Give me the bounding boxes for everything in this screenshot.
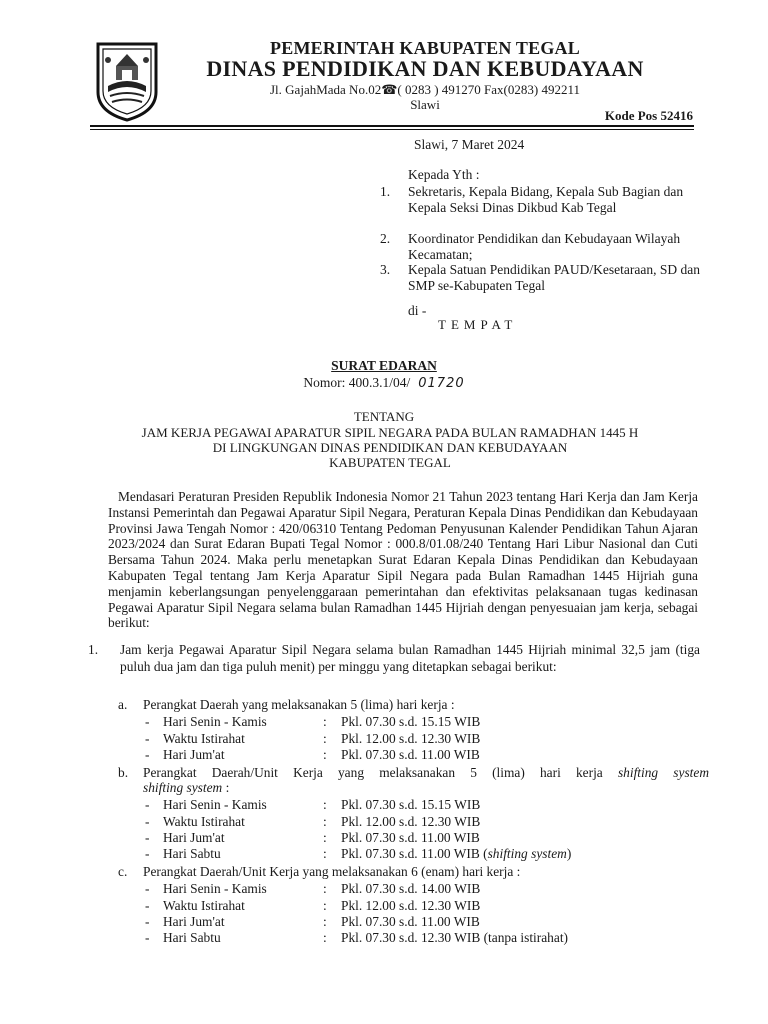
letterhead-line1: PEMERINTAH KABUPATEN TEGAL	[270, 38, 580, 58]
row-dash: -	[145, 881, 150, 896]
row-value: Pkl. 07.30 s.d. 12.30 WIB (tanpa istirahat)	[341, 930, 568, 945]
recipient-salutation: Kepada Yth :	[408, 167, 480, 182]
section-title	[143, 765, 709, 781]
row-dash: -	[145, 846, 150, 861]
document-number-label: Nomor: 400.3.1/04/	[303, 375, 411, 390]
row-dash: -	[145, 731, 150, 746]
row-colon: :	[323, 930, 327, 945]
section-title-colon: :	[222, 780, 230, 795]
recipient-number: 1.	[380, 184, 391, 199]
schedule-row	[145, 881, 705, 898]
recipient-tempat: TEMPAT	[438, 317, 518, 332]
schedule-row	[145, 914, 705, 931]
letterhead-address: Jl. GajahMada No.02☎( 0283 ) 491270 Fax(0283) 492211	[270, 82, 580, 97]
document-number	[0, 375, 768, 391]
letterhead-postal-code: Kode Pos 52416	[604, 108, 693, 123]
row-value: Pkl. 07.30 s.d. 11.00 WIB	[341, 830, 480, 845]
document-title: SURAT EDARAN	[331, 358, 437, 373]
row-colon: :	[323, 846, 327, 861]
schedule-row	[145, 747, 705, 764]
schedule-row	[145, 846, 705, 863]
letterhead-line2: DINAS PENDIDIKAN DAN KEBUDAYAAN	[206, 56, 644, 81]
row-colon: :	[323, 731, 327, 746]
row-dash: -	[145, 898, 150, 913]
kabupaten-tegal-emblem-icon	[94, 40, 160, 122]
subject-line: JAM KERJA PEGAWAI APARATUR SIPIL NEGARA PADA BULAN RAMADHAN 1445 H	[141, 425, 639, 440]
row-value: Pkl. 12.00 s.d. 12.30 WIB	[341, 898, 481, 913]
row-label: Hari Jum'at	[163, 830, 225, 845]
row-colon: :	[323, 814, 327, 829]
section-title-end	[143, 780, 709, 796]
recipient-text: Koordinator Pendidikan dan Kebudayaan Wilayah Kecamatan;	[408, 231, 681, 262]
section-title-italic: shifting system	[617, 765, 709, 780]
section-letter: c.	[118, 864, 128, 879]
section-letter: b.	[118, 765, 129, 780]
row-colon: :	[323, 714, 327, 729]
row-dash: -	[145, 830, 150, 845]
row-label: Hari Jum'at	[163, 914, 225, 929]
schedule-row	[145, 714, 705, 731]
row-value: Pkl. 12.00 s.d. 12.30 WIB	[341, 731, 481, 746]
body-paragraph: Mendasari Peraturan Presiden Republik Indonesia Nomor 21 Tahun 2023 tentang Hari Kerja dan Jam Kerja Instansi Pemerintah dan Pegawai Aparatur Sipil Negara, Peraturan Kepala Dinas Pendidikan dan Kebudayaan Provinsi Jawa Tengah Nomor : 420/06310 Tentang Pedoman Penyusunan Kalender Pendidikan Tahun Ajaran 2023/2024 dan Surat Edaran Bupati Tegal Nomor : 000.8/01.08/240 Tentang Hari Libur Nasional dan Cuti Bersama Tahun 2024. Maka perlu menetapkan Surat Edaran Kepala Dinas Pendidikan dan Kebudayaan Kabupaten Tegal tentang Jam Kerja Aparatur Sipil Negara pada Bulan Ramadhan 1445 Hijriah guna menjamin keberlangsungan penyelenggaraan pemerintahan dan efektivitas pelaksanaan tugas kedinasan Pegawai Aparatur Sipil Negara selama bulan Ramadhan 1445 Hijriah dengan penyesuaian jam kerja, sebagai berikut:	[108, 489, 698, 631]
row-colon: :	[323, 747, 327, 762]
row-value: Pkl. 07.30 s.d. 11.00 WIB	[341, 914, 480, 929]
row-value: Pkl. 07.30 s.d. 11.00 WIB (shifting system)	[341, 846, 572, 861]
recipient-text: Sekretaris, Kepala Bidang, Kepala Sub Bagian dan Kepala Seksi Dinas Dikbud Kab Tegal	[408, 184, 684, 215]
section-title-italic: shifting system	[143, 780, 223, 795]
row-dash: -	[145, 797, 150, 812]
schedule-row	[145, 797, 705, 814]
recipient-di: di -	[408, 303, 427, 318]
row-dash: -	[145, 747, 150, 762]
row-value: Pkl. 07.30 s.d. 11.00 WIB	[341, 747, 480, 762]
section-title-text: Perangkat Daerah/Unit Kerja yang melaksanakan 5 (lima) hari kerja	[143, 765, 603, 780]
letter-date: Slawi, 7 Maret 2024	[414, 137, 525, 152]
subject-line: DI LINGKUNGAN DINAS PENDIDIKAN DAN KEBUDAYAAN	[212, 440, 568, 455]
row-dash: -	[145, 814, 150, 829]
section-title: Perangkat Daerah yang melaksanakan 5 (lima) hari kerja :	[143, 697, 455, 712]
section-letter: a.	[118, 697, 128, 712]
row-label: Hari Senin - Kamis	[163, 797, 267, 812]
schedule-row	[145, 830, 705, 847]
letterhead-city: Slawi	[410, 97, 440, 112]
row-label: Waktu Istirahat	[163, 731, 245, 746]
recipient-number: 2.	[380, 231, 391, 246]
recipient-number: 3.	[380, 262, 391, 277]
row-value: Pkl. 07.30 s.d. 15.15 WIB	[341, 797, 481, 812]
schedule-row	[145, 731, 705, 748]
item-number: 1.	[88, 642, 99, 657]
row-label: Hari Senin - Kamis	[163, 881, 267, 896]
letterhead-rule-thick	[90, 125, 694, 127]
row-label: Waktu Istirahat	[163, 814, 245, 829]
row-value-note: shifting system	[487, 846, 567, 861]
document-number-handwritten: 01720	[418, 376, 465, 391]
subject-heading: TENTANG	[353, 409, 415, 424]
row-label: Hari Sabtu	[163, 846, 221, 861]
schedule-row	[145, 814, 705, 831]
row-value: Pkl. 07.30 s.d. 15.15 WIB	[341, 714, 481, 729]
row-value: Pkl. 12.00 s.d. 12.30 WIB	[341, 814, 481, 829]
row-value: Pkl. 07.30 s.d. 14.00 WIB	[341, 881, 481, 896]
row-colon: :	[323, 914, 327, 929]
row-label: Hari Jum'at	[163, 747, 225, 762]
recipient-text: Kepala Satuan Pendidikan PAUD/Kesetaraan, SD dan SMP se-Kabupaten Tegal	[408, 262, 700, 293]
row-dash: -	[145, 914, 150, 929]
row-value-text: Pkl. 07.30 s.d. 11.00 WIB	[341, 846, 480, 861]
subject-line: KABUPATEN TEGAL	[329, 455, 451, 470]
row-label: Hari Sabtu	[163, 930, 221, 945]
schedule-row	[145, 898, 705, 915]
item-text: Jam kerja Pegawai Aparatur Sipil Negara selama bulan Ramadhan 1445 Hijriah minimal 32,5 jam (tiga puluh dua jam dan tiga puluh menit) per minggu yang ditetapkan sebagai berikut:	[120, 642, 700, 674]
row-dash: -	[145, 930, 150, 945]
section-title: Perangkat Daerah/Unit Kerja yang melaksanakan 6 (enam) hari kerja :	[143, 864, 521, 879]
row-colon: :	[323, 797, 327, 812]
row-dash: -	[145, 714, 150, 729]
row-label: Hari Senin - Kamis	[163, 714, 267, 729]
letterhead-rule-thin	[90, 129, 694, 130]
schedule-row	[145, 930, 705, 947]
row-label: Waktu Istirahat	[163, 898, 245, 913]
row-colon: :	[323, 898, 327, 913]
row-colon: :	[323, 881, 327, 896]
row-colon: :	[323, 830, 327, 845]
